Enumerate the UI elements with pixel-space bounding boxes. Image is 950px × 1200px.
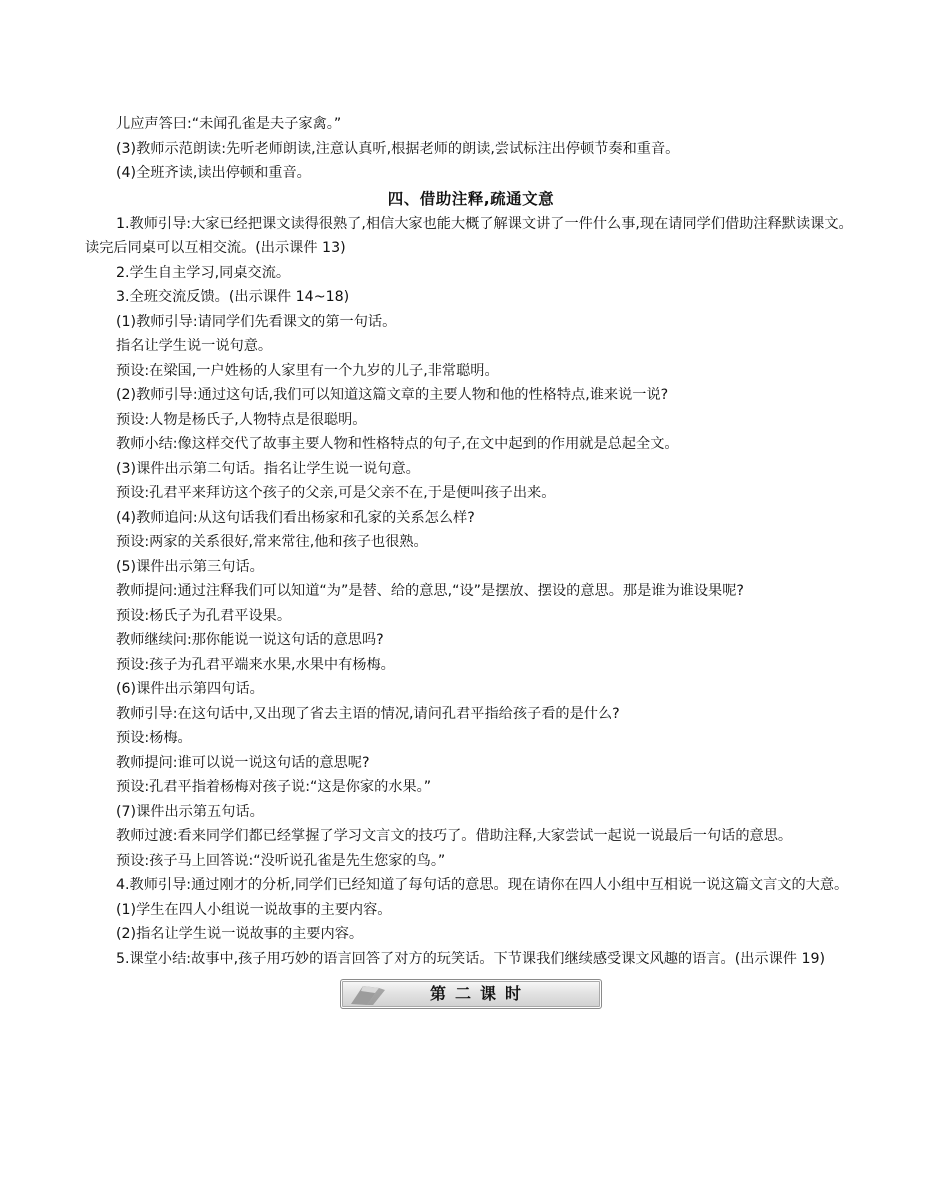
paragraph: (1)学生在四人小组说一说故事的主要内容。 <box>116 901 392 918</box>
paragraph: 教师小结:像这样交代了故事主要人物和性格特点的句子,在文中起到的作用就是总起全文。 <box>116 436 679 452</box>
paragraphs-after-heading <box>85 212 857 972</box>
paragraph: 预设:在梁国,一户姓杨的人家里有一个九岁的儿子,非常聪明。 <box>116 362 499 379</box>
paragraph: 预设:孔君平指着杨梅对孩子说:“这是你家的水果。” <box>116 779 432 795</box>
paragraph: (2)指名让学生说一说故事的主要内容。 <box>116 926 364 942</box>
paragraph: 预设:孩子为孔君平端来水果,水果中有杨梅。 <box>116 656 395 673</box>
paragraph: 教师继续问:那你能说一说这句话的意思吗? <box>116 632 384 648</box>
paragraph: 3.全班交流反馈。(出示课件 14~18) <box>116 289 350 305</box>
paragraph: 预设:两家的关系很好,常来常往,他和孩子也很熟。 <box>116 534 428 550</box>
paragraph: 预设:孔君平来拜访这个孩子的父亲,可是父亲不在,于是便叫孩子出来。 <box>116 485 556 501</box>
lesson-plan-body <box>85 112 857 1009</box>
paragraph: 5.课堂小结:故事中,孩子用巧妙的语言回答了对方的玩笑话。下节课我们继续感受课文风趣的语言。(出示课件 19) <box>116 950 826 967</box>
paragraph: (6)课件出示第四句话。 <box>116 681 264 697</box>
paragraph: 教师引导:在这句话中,又出现了省去主语的情况,请问孔君平指给孩子看的是什么? <box>116 705 620 722</box>
paragraph: (3)课件出示第二句话。指名让学生说一说句意。 <box>116 460 420 477</box>
paragraph: 儿应声答曰:“未闻孔雀是夫子家禽。” <box>116 116 342 132</box>
lesson-banner-wrap <box>85 979 857 1009</box>
section-heading: 四、借助注释,疏通文意 <box>387 189 555 208</box>
paragraph: 预设:杨梅。 <box>116 730 192 746</box>
paragraph: (3)教师示范朗读:先听老师朗读,注意认真听,根据老师的朗读,尝试标注出停顿节奏和重音。 <box>116 140 680 157</box>
lesson-banner-title: 第二课时 <box>429 983 530 1003</box>
paragraph: (7)课件出示第五句话。 <box>116 803 264 820</box>
lesson-banner <box>340 979 602 1009</box>
paragraph: 预设:孩子马上回答说:“没听说孔雀是先生您家的鸟。” <box>116 852 446 869</box>
paragraphs-before-heading <box>85 112 857 186</box>
paragraph: 指名让学生说一说句意。 <box>116 338 273 354</box>
paragraph: (5)课件出示第三句话。 <box>116 558 264 575</box>
paragraph: 预设:人物是杨氏子,人物特点是很聪明。 <box>116 411 367 428</box>
paragraph: 预设:杨氏子为孔君平设果。 <box>116 607 292 624</box>
paragraph: 4.教师引导:通过刚才的分析,同学们已经知道了每句话的意思。现在请你在四人小组中互相说一说这篇文言文的大意。 <box>116 877 849 893</box>
paragraph: 教师提问:通过注释我们可以知道“为”是替、给的意思,“设”是摆放、摆设的意思。那是谁为谁设果呢? <box>116 583 744 599</box>
paragraph: (4)教师追问:从这句话我们看出杨家和孔家的关系怎么样? <box>116 509 475 526</box>
paragraph: 2.学生自主学习,同桌交流。 <box>116 264 291 281</box>
paragraph: (4)全班齐读,读出停顿和重音。 <box>116 165 311 181</box>
paragraph: (2)教师引导:通过这句话,我们可以知道这篇文章的主要人物和他的性格特点,谁来说一说? <box>116 387 669 403</box>
paragraph: 教师过渡:看来同学们都已经掌握了学习文言文的技巧了。借助注释,大家尝试一起说一说最后一句话的意思。 <box>116 828 793 844</box>
paragraph: 1.教师引导:大家已经把课文读得很熟了,相信大家也能大概了解课文讲了一件什么事,现在请同学们借助注释默读课文。读完后同桌可以互相交流。(出示课件 13) <box>85 215 853 256</box>
paragraph: 教师提问:谁可以说一说这句话的意思呢? <box>116 754 370 771</box>
paragraph: (1)教师引导:请同学们先看课文的第一句话。 <box>116 313 397 330</box>
